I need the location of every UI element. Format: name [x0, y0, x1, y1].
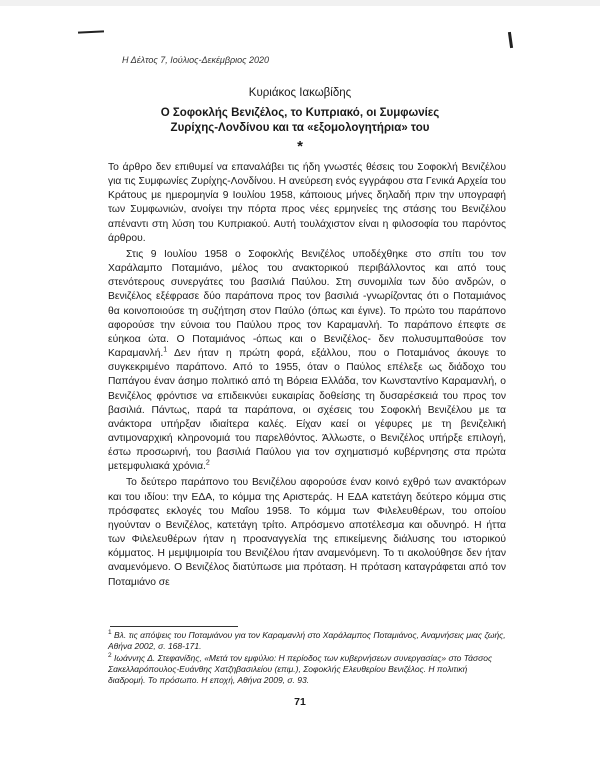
footnote-2: $^2$ Ιωάννης Δ. Στεφανίδης, «Μετά τον εμφύλιο: Η περίοδος των κυβερνήσεων συνεργασίας» στο Τάσσος Σακελλαρόπουλος-Ευάνθης Χατζηβασιλείου (επιμ.), Σοφοκλής Ελευθερίου Βενιζέλος. Η πολιτική διαδρομή. Το πρόσωπο. Η εποχή, Αθήνα 2009, σ. 93. [108, 652, 493, 685]
footnote-1: $^1$ Βλ. τις απόψεις του Ποταμιάνου για τον Καραμανλή στο Χαράλαμπος Ποταμιάνος, Αναμνήσεις μιας ζωής, Αθήνα 2002, σ. 168-171. [108, 629, 506, 651]
footnote-ref-1[interactable]: 1 [163, 346, 168, 354]
footnote-separator [110, 626, 238, 627]
paragraph-1: Το άρθρο δεν επιθυμεί να επαναλάβει τις ήδη γνωστές θέσεις του Σοφοκλή Βενιζέλου για τις Συμφωνίες Ζυρίχης-Λονδίνου. Η ανεύρεση ενός εγγράφου στα Γενικά Αρχεία του Κράτους με ημερομηνία 9 Ιουλίου 1958, κάποιους μήνες δηλαδή πριν την υπογραφή των Συμφωνιών, ανοίγει την πόρτα προς νέες ερμηνείες της στάσης του Βενιζέλου απέναντι στη λύση του Κυπριακού. Αυτή τουλάχιστον είναι η φιλοσοφία του παρόντος άρθρου. [108, 162, 506, 244]
article-author: Κυριάκος Ιακωβίδης [248, 87, 352, 99]
article-body [108, 161, 506, 592]
paragraph-3: Το δεύτερο παράπονο του Βενιζέλου αφορούσε έναν κοινό εχθρό των ανακτόρων και του ιδίου: την ΕΔΑ, το κόμμα της Αριστεράς. Η ΕΔΑ κατετάγη δεύτερο κόμμα στις πρόσφατες εκλογές του Μαΐου 1958. Το κόμμα των Φιλελευθέρων, του οποίου ηγούνταν ο Βενιζέλος, κατετάγη τρίτο. Απρόσμενο αποτέλεσμα και οδυνηρό. Η ήττα των Φιλελευθέρων ήταν η προαναγγελία της επικείμενης διάλυσης του ιστορικού κόμματος. Η μεμψιμοιρία του Βενιζέλου ήταν αναμενόμενη. Το τι ακολούθησε δεν ήταν αναμενόμενο. Ο Βενιζέλος διατύπωσε μια πρόταση. Η πρόταση καταγράφεται από τον Ποταμιάνο σε [108, 477, 506, 588]
footnote-number: 2 [108, 652, 112, 660]
scan-edge [0, 0, 600, 6]
footnotes [108, 630, 506, 687]
scan-mark-top-right [508, 32, 513, 48]
running-head: Η Δέλτος 7, Ιούλιος-Δεκέμβριος 2020 [122, 55, 270, 65]
article-title [118, 106, 482, 136]
page-number: 71 [294, 696, 306, 708]
scan-mark-top-left [78, 30, 104, 33]
paragraph-2: Στις 9 Ιουλίου 1958 ο Σοφοκλής Βενιζέλος υποδέχθηκε στο σπίτι του τον Χαράλαμπο Ποταμιάνο, μέλος του ανακτορικού περιβάλλοντος και από τους στενότερους συνεργάτες του βασιλιά Παύλου. Στη συνομιλία των δύο ανδρών, ο Βενιζέλος εξέφρασε δύο παράπονα προς τον βασιλιά -γνωρίζοντας ότι ο Ποταμιάνος θα κοινοποιούσε τη συζήτηση στον Παύλο (όπως και έγινε). Το πρώτο του παράπονο αφορούσε την εύνοια του Παύλου προς τον Καραμανλή. Το παράπονο έπεφτε σε εύηκοα ώτα. Ο Ποταμιάνος -όπως και ο Βενιζέλος- δεν πολυσυμπαθούσε τον Καραμανλή.$^1$ Δεν ήταν η πρώτη φορά, εξάλλου, που ο Ποταμιάνος άκουγε το συγκεκριμένο παράπονο. Από το 1955, όταν ο Παύλος επέλεξε ως διάδοχο του Παπάγου έναν άσημο πολιτικό από τη Βόρεια Ελλάδα, τον Κωνσταντίνο Καραμανλή, ο Βενιζέλος φρόντισε να επιδεικνύει ευκαιρίας δοθείσης τη δυσαρέσκειά του προς τον βασιλιά. Πάντως, παρά τα παράπονα, οι σχέσεις του Σοφοκλή Βενιζέλου με τα ανάκτορα υπήρξαν ιδιαίτερα καλές. Είχαν καεί οι γέφυρες με τη βενιζελική αντιμοναρχική κληρονομιά του παρελθόντος. Άλλωστε, ο Βενιζέλος υπήρξε επιλογή, έστω προσωρινή, του βασιλιά Παύλου για τον σχηματισμό κυβέρνησης στα πρώτα μετεμφυλιακά χρόνια.$^2$ [108, 248, 506, 473]
section-asterisk: * [297, 138, 303, 155]
title-line: Ζυρίχης-Λονδίνου και τα «εξομολογητήρια» του [170, 122, 430, 134]
footnote-number: 1 [108, 629, 112, 637]
footnote-ref-2[interactable]: 2 [205, 459, 210, 467]
title-line: Ο Σοφοκλής Βενιζέλος, το Κυπριακό, οι Συμφωνίες [160, 107, 440, 119]
